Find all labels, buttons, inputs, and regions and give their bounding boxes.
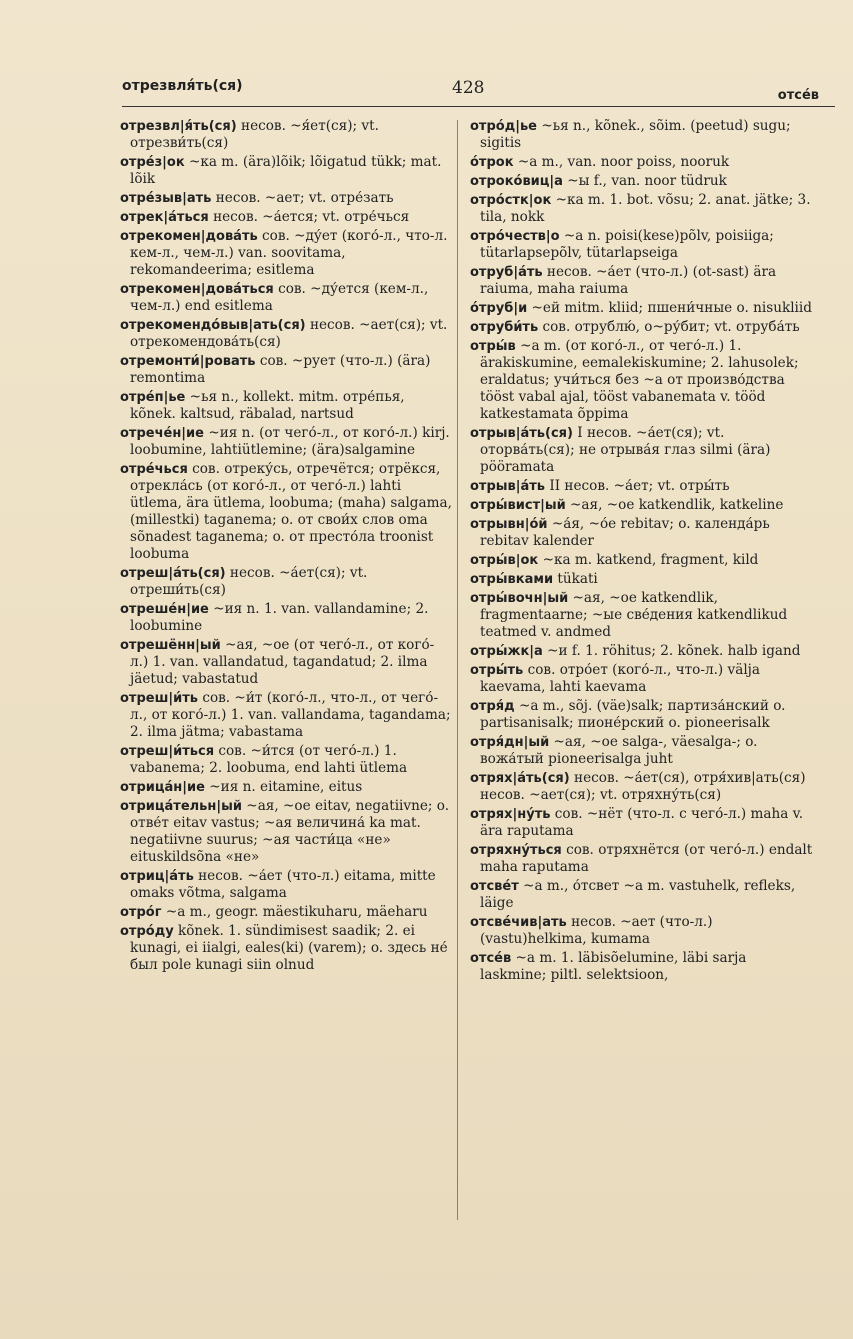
entry-definition: несов. ~ает(ся); vt. отрекомендова́ть(ся) — [130, 317, 448, 350]
dictionary-entry — [470, 264, 814, 298]
header-right-guide-word: отсе́в — [777, 88, 819, 103]
entry-definition: несов. ~а́ется; vt. отре́чься — [208, 209, 410, 225]
entry-headword: о́труб|и — [470, 301, 528, 316]
entry-definition: несов. ~а́ет(ся); vt. отреши́ть(ся) — [130, 565, 368, 598]
entry-headword: отсе́в — [470, 951, 512, 966]
entry-definition: ~ья n., kollekt. mitm. отре́пья, kõnek. kaltsud, räbalad, nartsud — [130, 389, 405, 422]
dictionary-entry — [120, 425, 452, 459]
entry-headword: отро́г — [120, 905, 162, 920]
entry-definition: сов. отреку́сь, отречётся; отрёкся, отрекла́сь (от кого́-л., от чего́-л.) lahti ütlema, ära ütlema, loobuma; (maha) salgama, (millestki) taganema; o. от свои́х слов oma sõnadest taganema; o. от престо́ла troonist loobuma — [130, 461, 452, 562]
entry-headword: отры́жк|а — [470, 644, 543, 659]
dictionary-entry — [470, 552, 814, 569]
entry-headword: отрешённ|ый — [120, 638, 221, 653]
dictionary-entry — [120, 281, 452, 315]
entry-headword: отреш|и́ться — [120, 744, 215, 759]
dictionary-entry — [470, 497, 814, 514]
entry-definition: сов. отро́ет (кого́-л., что-л.) välja kaevama, lahti kaevama — [480, 662, 760, 695]
entry-definition: несов. ~я́ет(ся); vt. отрезви́ть(ся) — [130, 118, 379, 151]
entry-headword: отры́в — [470, 339, 516, 354]
entry-definition: ~ка m. 1. bot. võsu; 2. anat. jätke; 3. tila, nokk — [480, 192, 811, 225]
dictionary-entry — [470, 173, 814, 190]
entry-headword: отрях|ну́ть — [470, 807, 551, 822]
entry-headword: отрезвл|я́ть(ся) — [120, 119, 237, 134]
dictionary-entry — [470, 228, 814, 262]
dictionary-entry — [470, 734, 814, 768]
dictionary-entry — [470, 643, 814, 660]
entry-definition: ~ая, ~ое salga-, väesalga-; o. вожа́тый pioneerisalga juht — [480, 734, 758, 767]
entry-headword: отрица́н|ие — [120, 780, 205, 795]
entry-headword: отрекомен|дова́ться — [120, 282, 274, 297]
dictionary-entry — [470, 950, 814, 984]
entry-definition: ~а n. poisi(kese)põlv, poisiiga; tütarlapsepõlv, tütarlapseiga — [480, 228, 774, 261]
dictionary-entry — [120, 565, 452, 599]
entry-headword: отро́д|ье — [470, 119, 537, 134]
dictionary-entry — [120, 601, 452, 635]
entry-definition: ~и f. 1. röhitus; 2. kõnek. halb igand — [542, 643, 801, 659]
entry-definition: ~ы f., van. noor tüdruk — [562, 173, 727, 189]
entry-definition: ~а m. (от кого́-л., от чего́-л.) 1. ärakiskumine, eemalekiskumine; 2. lahusolek; eraldatus; учи́ться без ~а от произво́дства tööst vabal ajal, tööst vabanemata v. tööd katkestamata õppima — [480, 338, 799, 422]
entry-definition: сов. ~рует (что-л.) (ära) remontima — [130, 353, 431, 386]
entry-headword: отроко́виц|а — [470, 174, 563, 189]
entry-definition: сов. отряхнётся (от чего́-л.) endalt maha raputama — [480, 842, 813, 875]
entry-headword: отре́п|ье — [120, 390, 186, 405]
entry-headword: отры́ть — [470, 663, 524, 678]
dictionary-entry — [470, 662, 814, 696]
dictionary-entry — [120, 743, 452, 777]
entry-headword: отриц|а́ть — [120, 869, 194, 884]
entry-headword: отрыв|а́ть — [470, 479, 546, 494]
entry-definition: ~а́я, ~о́е rebitav; o. календа́рь rebitav kalender — [480, 516, 770, 549]
dictionary-entry — [470, 319, 814, 336]
dictionary-entry — [470, 698, 814, 732]
entry-headword: отре́зыв|ать — [120, 191, 212, 206]
entry-definition: ~ия n. 1. van. vallandamine; 2. loobumine — [130, 601, 429, 634]
dictionary-entry — [470, 571, 814, 588]
entry-definition: несов. ~а́ет (что-л.) (ot-sast) ära raiuma, maha raiuma — [480, 264, 777, 297]
header-rule — [122, 106, 835, 107]
entry-definition: ~а m. 1. läbisõelumine, läbi sarja laskmine; piltl. selektsioon, — [480, 950, 747, 983]
dictionary-entry — [120, 798, 452, 866]
dictionary-entry — [120, 904, 452, 921]
entry-headword: отсве́т — [470, 879, 519, 894]
page-number: 428 — [452, 78, 485, 98]
dictionary-entry — [120, 461, 452, 563]
dictionary-entry — [120, 154, 452, 188]
entry-definition: ~ья n., kõnek., sõim. (peetud) sugu; sigitis — [480, 118, 791, 151]
entry-headword: отро́честв|о — [470, 229, 560, 244]
entry-definition: несов. ~а́ет(ся), отря́хив|ать(ся) несов. ~ает(ся); vt. отряхну́ть(ся) — [480, 770, 806, 803]
dictionary-entry — [470, 118, 814, 152]
entry-headword: отреш|и́ть — [120, 691, 199, 706]
entry-headword: отры́вками — [470, 572, 554, 587]
dictionary-entry — [470, 842, 814, 876]
entry-definition: сов. ~ду́ется (кем-л., чем-л.) end esitlema — [130, 281, 429, 314]
entry-headword: отремонти́|ровать — [120, 354, 256, 369]
right-column — [470, 118, 814, 986]
dictionary-entry — [120, 779, 452, 796]
entry-headword: отряхну́ться — [470, 843, 562, 858]
dictionary-entry — [470, 425, 814, 476]
entry-definition: ~а m., о́тсвет ~а m. vastuhelk, refleks, läige — [480, 878, 796, 911]
dictionary-entry — [120, 637, 452, 688]
entry-headword: отре́чься — [120, 462, 188, 477]
dictionary-entry — [470, 338, 814, 423]
entry-definition: несов. ~ает (что-л.) (vastu)helkima, kumama — [480, 914, 713, 947]
dictionary-entry — [470, 478, 814, 495]
entry-headword: отруб|а́ть — [470, 265, 543, 280]
entry-definition: сов. отрублю́, о~ру́бит; vt. отруба́ть — [538, 319, 800, 335]
entry-headword: отрица́тельн|ый — [120, 799, 242, 814]
dictionary-entry — [470, 878, 814, 912]
dictionary-entry — [470, 590, 814, 641]
entry-headword: отрыв|а́ть(ся) — [470, 426, 573, 441]
entry-headword: отре́з|ок — [120, 155, 185, 170]
entry-definition: несов. ~а́ет (что-л.) eitama, mitte omaks võtma, salgama — [130, 868, 436, 901]
entry-definition: kõnek. 1. sündimisest saadik; 2. ei kunagi, ei iialgi, eales(ki) (varem); o. здесь не́ был pole kunagi siin olnud — [130, 923, 448, 973]
dictionary-entry — [120, 353, 452, 387]
entry-definition: сов. ~нёт (что-л. с чего́-л.) maha v. ära raputama — [480, 806, 804, 839]
entry-headword: о́трок — [470, 155, 514, 170]
entry-definition: ~ия n. eitamine, eitus — [204, 779, 363, 795]
entry-headword: отры́в|ок — [470, 553, 539, 568]
entry-definition: I несов. ~а́ет(ся); vt. оторва́ть(ся); не отрыва́я глаз silmi (ära) pööramata — [480, 425, 771, 475]
entry-definition: ~ей mitm. kliid; пшени́чные o. nisukliid — [527, 300, 812, 316]
entry-headword: отруби́ть — [470, 320, 539, 335]
dictionary-entry — [120, 389, 452, 423]
entry-headword: отрек|а́ться — [120, 210, 209, 225]
entry-headword: отря́дн|ый — [470, 735, 550, 750]
entry-definition: несов. ~ает; vt. отре́зать — [211, 190, 394, 206]
entry-definition: ~а m., sõj. (väe)salk; партиза́нский o. partisanisalk; пионе́рский o. pioneerisalk — [480, 698, 786, 731]
dictionary-entry — [470, 154, 814, 171]
dictionary-entry — [470, 516, 814, 550]
entry-headword: отрывн|о́й — [470, 517, 548, 532]
entry-headword: отро́ду — [120, 924, 174, 939]
entry-headword: отреше́н|ие — [120, 602, 209, 617]
page-header — [122, 74, 833, 104]
dictionary-entry — [120, 317, 452, 351]
dictionary-entry — [120, 118, 452, 152]
entry-definition: II несов. ~а́ет; vt. отры́ть — [545, 478, 730, 494]
dictionary-entry — [120, 209, 452, 226]
dictionary-entry — [470, 300, 814, 317]
entry-headword: отсве́чив|ать — [470, 915, 567, 930]
dictionary-entry — [120, 190, 452, 207]
dictionary-entry — [470, 770, 814, 804]
entry-definition: ~ая, ~ое katkendlik, fragmentaarne; ~ые све́дения katkendlikud teatmed v. andmed — [480, 590, 788, 640]
entry-definition: сов. ~ду́ет (кого́-л., что-л. кем-л., чем-л.) van. soovitama, rekomandeerima; esitlema — [130, 228, 448, 278]
entry-headword: отрекомен|дова́ть — [120, 229, 258, 244]
entry-definition: ~ая, ~ое eitav, negatiivne; o. отве́т eitav vastus; ~ая величина́ ka mat. negatiivne suurus; ~ая части́ца «не» eituskildsõna «не» — [130, 798, 450, 865]
entry-headword: отры́вочн|ый — [470, 591, 569, 606]
entry-headword: отреш|а́ть(ся) — [120, 566, 226, 581]
dictionary-entry — [120, 228, 452, 279]
entry-headword: отрекомендо́выв|ать(ся) — [120, 318, 306, 333]
dictionary-entry — [120, 923, 452, 974]
entry-headword: отро́стк|ок — [470, 193, 552, 208]
entry-definition: ~ая, ~ое katkendlik, katkeline — [565, 497, 784, 513]
left-column — [120, 118, 452, 976]
entry-definition: ~ка m. (ära)lõik; lõigatud tükk; mat. lõik — [130, 154, 442, 187]
entry-headword: отря́д — [470, 699, 515, 714]
entry-headword: отры́вист|ый — [470, 498, 566, 513]
entry-definition: tükati — [553, 571, 598, 587]
dictionary-entry — [120, 690, 452, 741]
entry-definition: ~ка m. katkend, fragment, kild — [538, 552, 759, 568]
entry-definition: ~а m., van. noor poiss, nooruk — [513, 154, 730, 170]
entry-definition: ~ая, ~ое (от чего́-л., от кого́-л.) 1. van. vallandatud, tagandatud; 2. ilma jäetud; vabastatud — [130, 637, 435, 687]
dictionary-entry — [470, 914, 814, 948]
dictionary-entry — [120, 868, 452, 902]
entry-definition: сов. ~и́тся (от чего́-л.) 1. vabanema; 2. loobuma, end lahti ütlema — [130, 743, 408, 776]
entry-definition: сов. ~и́т (кого́-л., что-л., от чего́-л., от кого́-л.) 1. van. vallandama, tagandama; 2. ilma jätma; vabastama — [130, 690, 451, 740]
dictionary-entry — [470, 806, 814, 840]
entry-headword: отрече́н|ие — [120, 426, 204, 441]
dictionary-entry — [470, 192, 814, 226]
column-divider — [457, 120, 458, 1220]
entry-definition: ~а m., geogr. mäestikuharu, mäeharu — [161, 904, 428, 920]
entry-definition: ~ия n. (от чего́-л., от кого́-л.) kirj. loobumine, lahtiütlemine; (ära)salgamine — [130, 425, 450, 458]
header-left-guide-word: отрезвля́ть(ся) — [122, 78, 243, 94]
entry-headword: отрях|а́ть(ся) — [470, 771, 570, 786]
